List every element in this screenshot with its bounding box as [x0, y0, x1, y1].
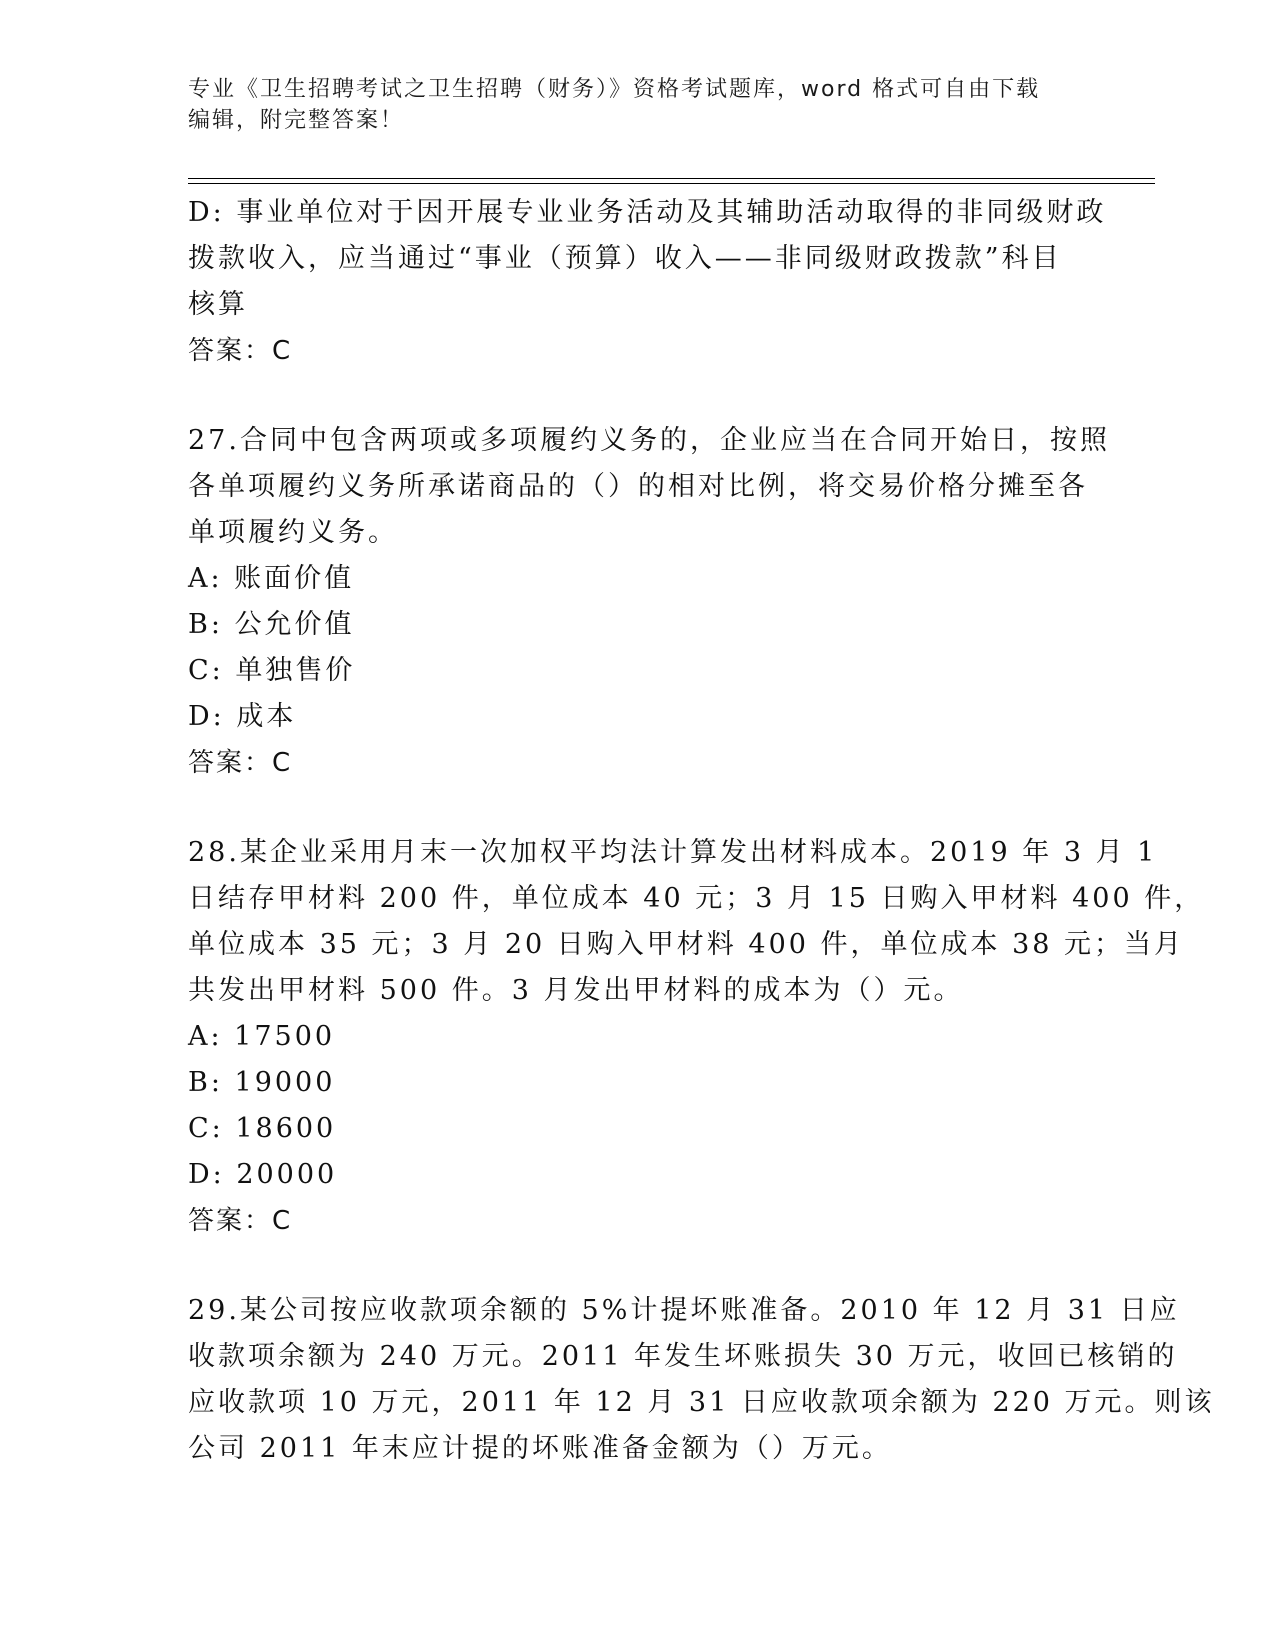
question-stem-line: 共发出甲材料 500 件。3 月发出甲材料的成本为（）元。 — [188, 975, 964, 1006]
option-b: B: 19000 — [188, 1067, 336, 1098]
question-29 — [188, 1288, 1215, 1472]
document-body — [188, 190, 1215, 1472]
option-b: B: 公允价值 — [188, 609, 355, 640]
question-stem-line: 公司 2011 年末应计提的坏账准备金额为（）万元。 — [188, 1433, 892, 1464]
answer-line: 答案：C — [188, 1206, 293, 1236]
question-stem-line: 收款项余额为 240 万元。2011 年发生坏账损失 30 万元，收回已核销的 — [188, 1341, 1178, 1372]
question-stem-line: 各单项履约义务所承诺商品的（）的相对比例，将交易价格分摊至各 — [188, 471, 1088, 502]
option-d-line-1: D: 事业单位对于因开展专业业务活动及其辅助活动取得的非同级财政 — [188, 197, 1107, 228]
question-stem-line: 单项履约义务。 — [188, 517, 398, 548]
option-a: A: 17500 — [188, 1021, 336, 1052]
question-stem-line: 应收款项 10 万元，2011 年 12 月 31 日应收款项余额为 220 万元。则该 — [188, 1387, 1215, 1418]
option-d: D: 20000 — [188, 1159, 338, 1190]
prev-question-tail — [188, 190, 1107, 374]
option-c: C: 18600 — [188, 1113, 337, 1144]
answer-line: 答案：C — [188, 336, 293, 366]
page-header — [188, 74, 1088, 136]
question-stem-line: 27.合同中包含两项或多项履约义务的，企业应当在合同开始日，按照 — [188, 425, 1110, 456]
question-28 — [188, 830, 1205, 1244]
answer-line: 答案：C — [188, 748, 293, 778]
question-stem-line: 29.某公司按应收款项余额的 5%计提坏账准备。2010 年 12 月 31 日应 — [188, 1295, 1180, 1326]
option-a: A: 账面价值 — [188, 563, 355, 594]
header-double-rule — [188, 178, 1155, 184]
question-stem-line: 28.某企业采用月末一次加权平均法计算发出材料成本。2019 年 3 月 1 — [188, 837, 1158, 868]
question-stem-line: 日结存甲材料 200 件，单位成本 40 元；3 月 15 日购入甲材料 400 件， — [188, 883, 1205, 914]
question-stem-line: 单位成本 35 元；3 月 20 日购入甲材料 400 件，单位成本 38 元；当月 — [188, 929, 1185, 960]
option-d-line-2: 拨款收入，应当通过“事业（预算）收入——非同级财政拨款”科目 — [188, 243, 1062, 274]
option-c: C: 单独售价 — [188, 655, 356, 686]
option-d-line-3: 核算 — [188, 289, 248, 320]
header-line-1: 专业《卫生招聘考试之卫生招聘（财务）》资格考试题库，word 格式可自由下载 — [188, 77, 1041, 102]
question-27 — [188, 418, 1110, 786]
option-d: D: 成本 — [188, 701, 297, 732]
header-line-2: 编辑，附完整答案！ — [188, 108, 405, 133]
